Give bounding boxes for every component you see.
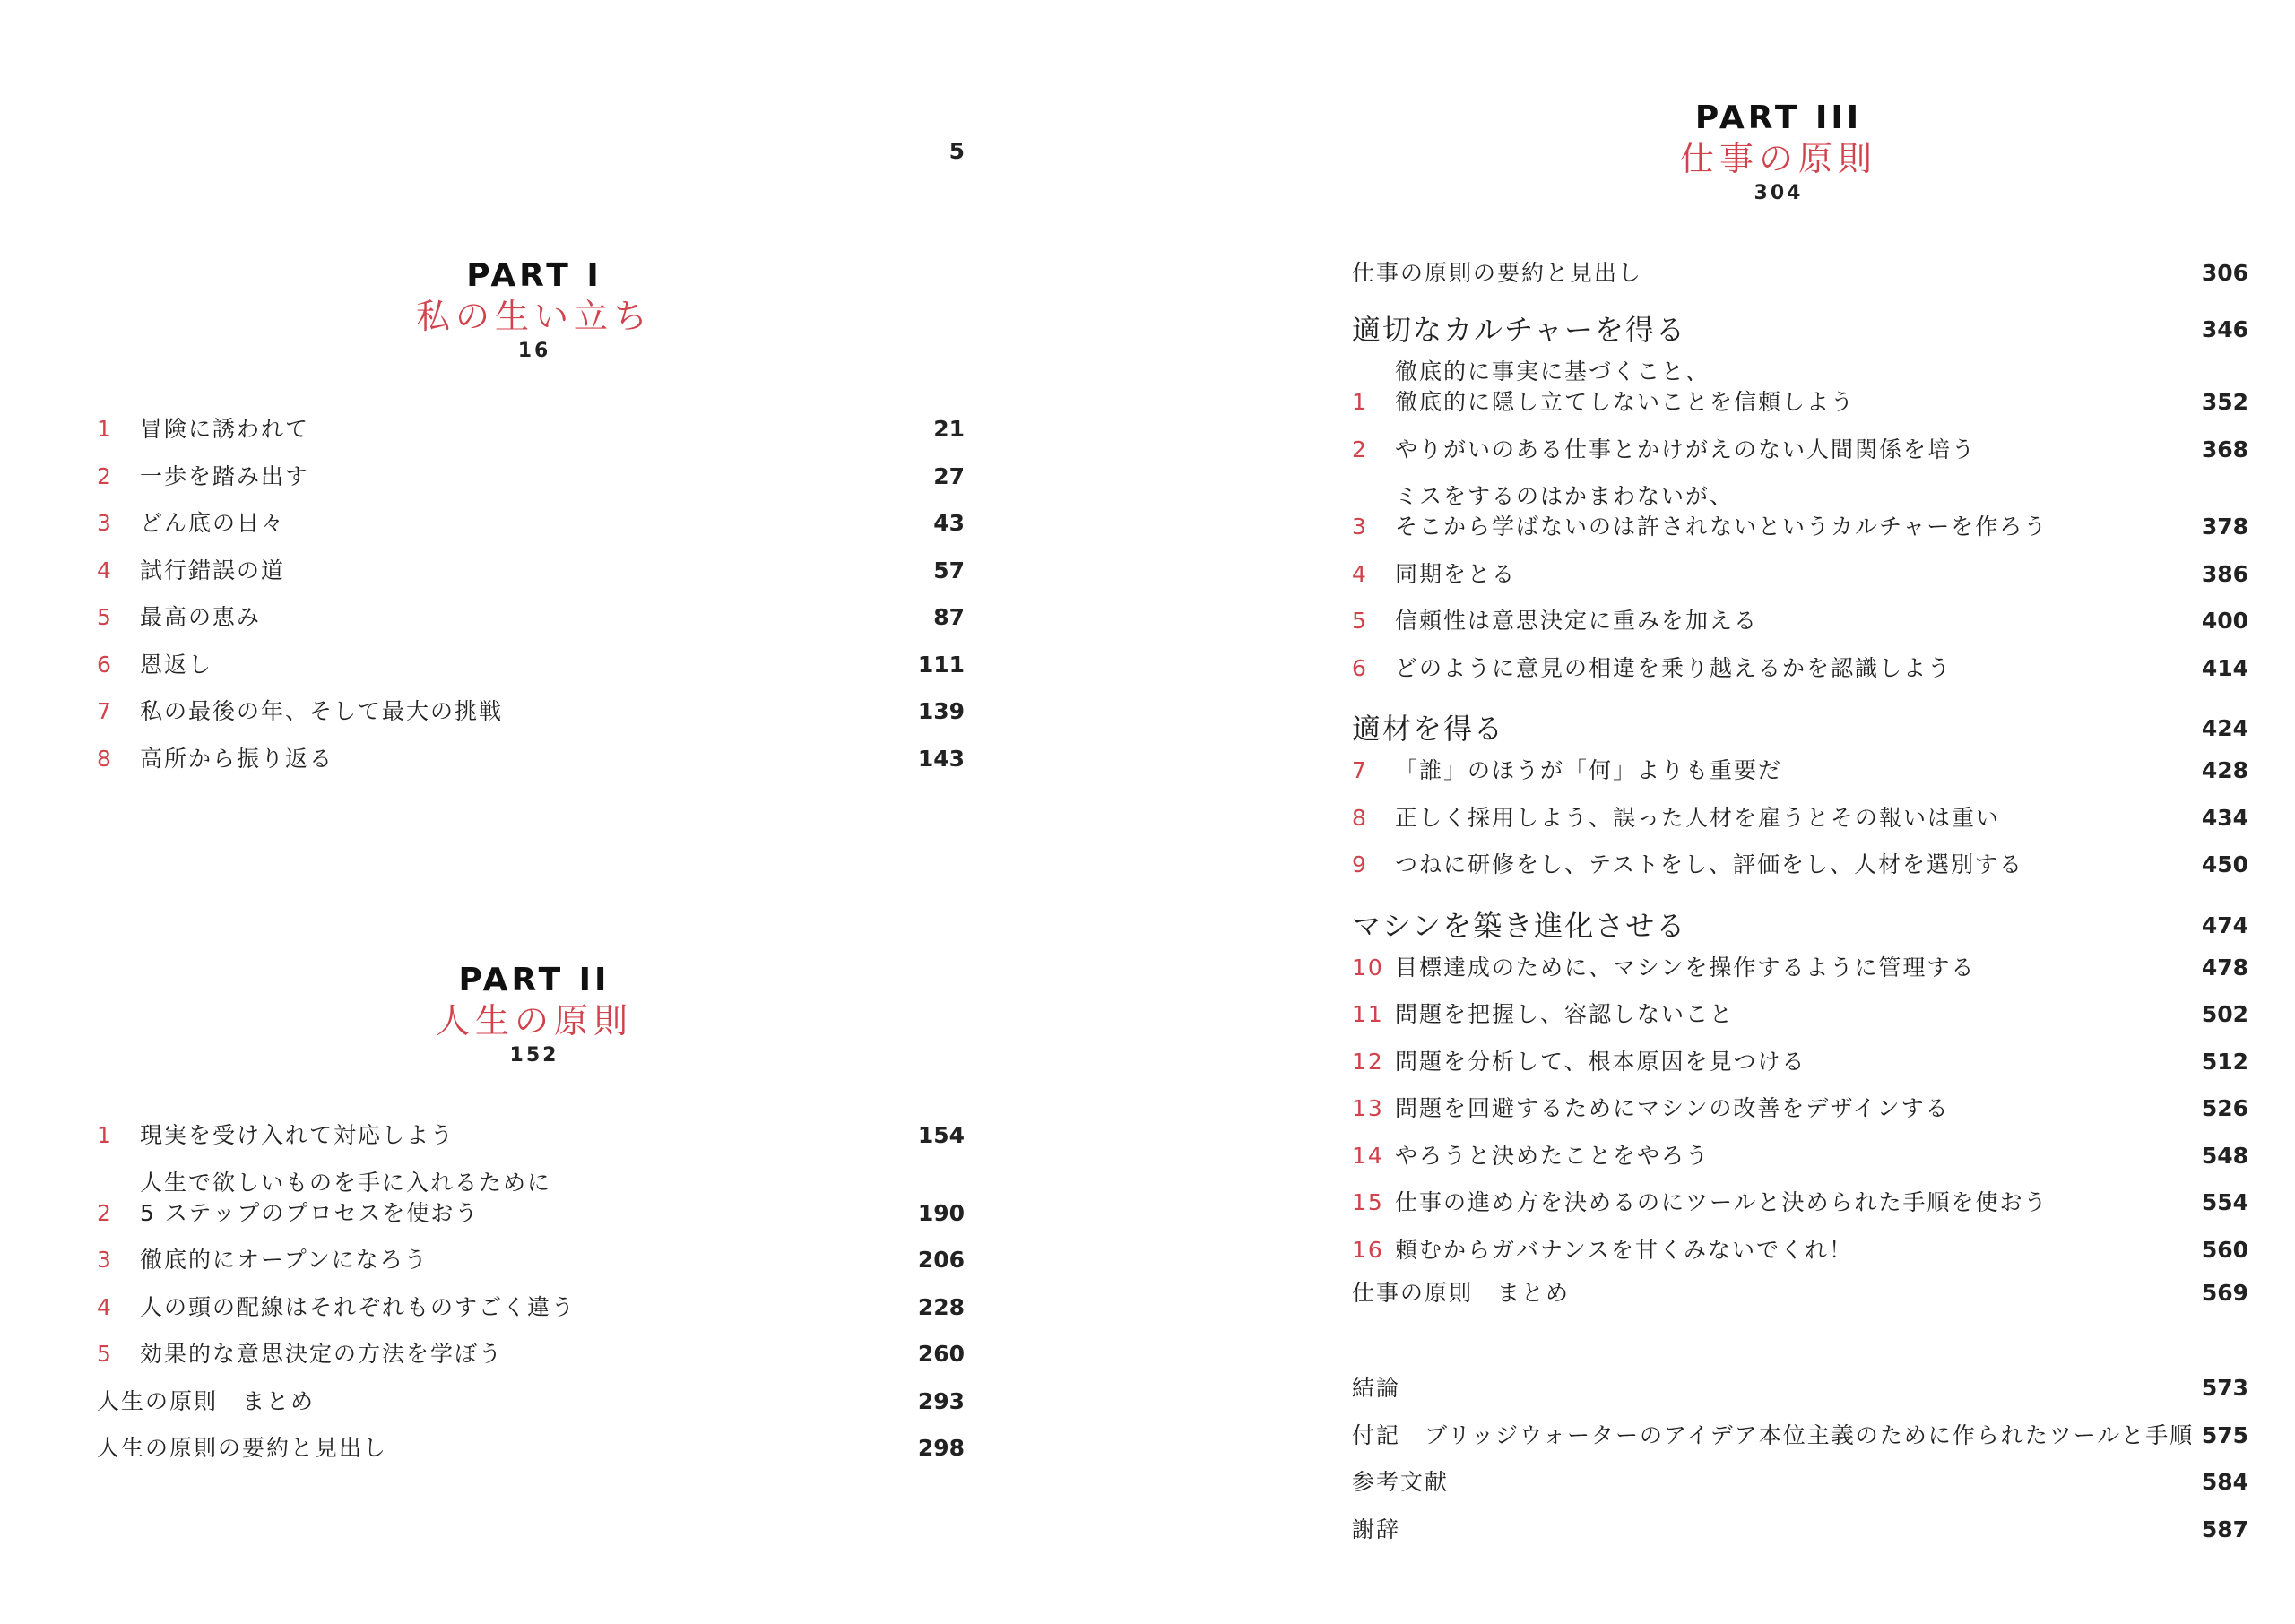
entry-title-line: 「誰」のほうが「何」よりも重要だ <box>1395 757 1783 783</box>
page-number: 434 <box>2201 804 2248 831</box>
entry-title-line: 徹底的に事実に基づくこと、 <box>1395 358 1710 384</box>
toc-chapter[interactable] <box>97 650 965 680</box>
page-number: 560 <box>2201 1236 2248 1263</box>
entry-title-line: マシンを築き進化させる <box>1352 908 1687 943</box>
entry-title <box>1352 1421 2195 1451</box>
entry-title-line: 最高の恵み <box>140 604 262 630</box>
entry-title <box>1352 1278 2195 1309</box>
chapter-number: 6 <box>1352 654 1368 681</box>
entry-title <box>1352 908 2195 944</box>
entry-title-line: どん底の日々 <box>140 510 286 536</box>
entry-title-line: 試行錯誤の道 <box>140 557 286 583</box>
page-number: 575 <box>2201 1421 2248 1448</box>
page-number: 478 <box>2201 954 2248 980</box>
part-heading[interactable] <box>1599 99 1958 208</box>
entry-title <box>1352 1467 2195 1498</box>
toc-back-matter[interactable] <box>1352 1373 2248 1404</box>
toc-chapter[interactable] <box>1352 1047 2248 1077</box>
chapter-number: 12 <box>1352 1048 1384 1075</box>
entry-title <box>97 1433 911 1464</box>
chapter-number: 15 <box>1352 1189 1384 1215</box>
toc-chapter[interactable] <box>1352 1093 2248 1124</box>
entry-title-line: 問題を把握し、容認しないこと <box>1395 1001 1735 1027</box>
page-number: 57 <box>933 557 965 583</box>
part-page-number: 304 <box>1754 182 1804 204</box>
toc-chapter[interactable] <box>1352 435 2248 465</box>
right-page <box>1148 0 2295 1624</box>
entry-title <box>1395 559 2195 590</box>
toc-chapter[interactable] <box>97 414 965 445</box>
entry-title <box>1352 711 2195 747</box>
entry-title <box>140 1339 911 1369</box>
toc-chapter[interactable] <box>1352 850 2248 880</box>
chapter-number: 2 <box>97 462 113 489</box>
chapter-number: 13 <box>1352 1095 1384 1121</box>
entry-title <box>140 556 911 586</box>
toc-wrap[interactable] <box>1352 1278 2248 1309</box>
entry-title <box>1395 999 2195 1030</box>
entry-title-line: 効果的な意思決定の方法を学ぼう <box>140 1341 504 1367</box>
entry-title-line: 付記 ブリッジウォーターのアイデア本位主義のために作られたツールと手順 <box>1352 1421 2195 1448</box>
entry-title <box>1352 1515 2195 1545</box>
chapter-number: 5 <box>1352 608 1368 634</box>
entry-title-line: 徹底的に隠し立てしないことを信頼しよう <box>1395 389 1856 415</box>
toc-back-matter[interactable] <box>1352 1421 2248 1451</box>
toc-chapter[interactable] <box>1352 756 2248 786</box>
toc-extra[interactable] <box>97 1433 965 1464</box>
toc-chapter[interactable] <box>1352 357 2248 418</box>
entry-title <box>1395 435 2195 465</box>
entry-title-line: 目標達成のために、マシンを操作するように管理する <box>1395 954 1976 980</box>
entry-title-line: 現実を受け入れて対応しよう <box>140 1122 455 1148</box>
chapter-number: 4 <box>97 1293 113 1320</box>
page-number: 378 <box>2201 514 2248 540</box>
toc-chapter[interactable] <box>1352 606 2248 636</box>
entry-title <box>140 508 911 539</box>
toc-chapter[interactable] <box>1352 653 2248 684</box>
entry-title-line: 人生で欲しいものを手に入れるために <box>140 1169 552 1196</box>
page-number: 5 <box>948 138 965 164</box>
toc-chapter[interactable] <box>97 1120 965 1151</box>
chapter-number: 5 <box>97 604 113 630</box>
chapter-number: 7 <box>1352 757 1368 783</box>
entry-title-line: 人生の原則 まとめ <box>97 1387 316 1414</box>
page-number: 368 <box>2201 436 2248 462</box>
entry-title-line: 仕事の原則の要約と見出し <box>1352 260 1643 286</box>
toc-summary[interactable] <box>1352 258 2248 289</box>
entry-title-line: 私の最後の年、そして最大の挑戦 <box>140 698 504 724</box>
chapter-number: 2 <box>97 1199 113 1226</box>
entry-title <box>140 414 911 445</box>
toc-chapter[interactable] <box>1352 559 2248 590</box>
entry-title <box>1395 953 2195 983</box>
entry-title-line: 適材を得る <box>1352 712 1505 746</box>
entry-title <box>1395 481 2195 542</box>
entry-title <box>140 1292 911 1323</box>
page-number: 87 <box>933 604 965 630</box>
part-label: PART I <box>466 257 602 294</box>
page-number: 43 <box>933 510 965 536</box>
entry-title-line: 問題を分析して、根本原因を見つける <box>1395 1048 1806 1075</box>
toc-back-matter[interactable] <box>1352 1467 2248 1498</box>
entry-title <box>1395 606 2195 636</box>
chapter-number: 11 <box>1352 1001 1384 1027</box>
chapter-number: 3 <box>97 1247 113 1273</box>
page-number: 428 <box>2201 757 2248 783</box>
entry-title <box>1395 1047 2195 1077</box>
chapter-number: 1 <box>97 416 113 442</box>
toc-chapter[interactable] <box>97 556 965 586</box>
entry-title-line: つねに研修をし、テストをし、評価をし、人材を選別する <box>1395 851 2024 877</box>
toc-section[interactable] <box>1352 711 2248 747</box>
toc-chapter[interactable] <box>97 696 965 727</box>
chapter-number: 4 <box>1352 560 1368 587</box>
toc-chapter[interactable] <box>97 744 965 774</box>
toc-chapter[interactable] <box>97 508 965 539</box>
entry-title-line: 5 ステップのプロセスを使おう <box>140 1199 480 1226</box>
entry-title-line: 高所から振り返る <box>140 745 334 772</box>
toc-chapter[interactable] <box>1352 1188 2248 1218</box>
page-number: 569 <box>2201 1280 2248 1306</box>
entry-title-line: 仕事の原則 まとめ <box>1352 1280 1571 1306</box>
entry-title <box>1352 312 2195 348</box>
page-number: 386 <box>2201 560 2248 587</box>
chapter-number: 7 <box>97 698 113 724</box>
page-number: 450 <box>2201 851 2248 877</box>
entry-title-line: 仕事の進め方を決めるのにツールと決められた手順を使おう <box>1395 1189 2048 1215</box>
toc-chapter[interactable] <box>97 1292 965 1323</box>
toc-section[interactable] <box>1352 312 2248 348</box>
page-number: 21 <box>933 416 965 442</box>
chapter-number: 14 <box>1352 1142 1384 1169</box>
entry-title-line: 一歩を踏み出す <box>140 462 310 489</box>
entry-title-line: 正しく採用しよう、誤った人材を雇うとその報いは重い <box>1395 804 2001 831</box>
entry-title-line: 結論 <box>1352 1375 1401 1401</box>
toc-chapter[interactable] <box>97 1339 965 1369</box>
page-number: 111 <box>917 651 965 678</box>
toc-extra[interactable] <box>97 1386 965 1417</box>
page-number: 346 <box>2201 316 2248 342</box>
part-page-number: 152 <box>509 1044 559 1067</box>
entry-title-line: 参考文献 <box>1352 1469 1450 1495</box>
part-heading[interactable] <box>355 256 714 366</box>
chapter-number: 16 <box>1352 1236 1384 1263</box>
entry-title <box>140 462 911 492</box>
entry-title-line: 同期をとる <box>1395 560 1517 587</box>
page-number: 298 <box>917 1435 965 1461</box>
page-number: 293 <box>917 1387 965 1414</box>
entry-title <box>97 1386 911 1417</box>
chapter-number: 2 <box>1352 436 1368 462</box>
part-title: 人生の原則 <box>435 1001 633 1041</box>
toc-chapter[interactable] <box>1352 1235 2248 1266</box>
page-number: 228 <box>917 1293 965 1320</box>
entry-title-line: 信頼性は意思決定に重みを加える <box>1395 608 1759 634</box>
chapter-number: 1 <box>1352 389 1368 415</box>
page-number: 414 <box>2201 654 2248 681</box>
entry-title-line: やりがいのある仕事とかけがえのない人間関係を培う <box>1395 436 1977 462</box>
entry-title-line: 頼むからガバナンスを甘くみないでくれ！ <box>1395 1236 1854 1263</box>
toc-chapter[interactable] <box>1352 1141 2248 1171</box>
entry-title <box>1395 1188 2195 1218</box>
part-title: 仕事の原則 <box>1679 139 1877 178</box>
page-number: 260 <box>917 1341 965 1367</box>
page-number: 512 <box>2201 1048 2248 1075</box>
part-label: PART III <box>1694 99 1863 136</box>
entry-title-line: 徹底的にオープンになろう <box>140 1247 429 1273</box>
toc-chapter[interactable] <box>1352 999 2248 1030</box>
toc-chapter[interactable] <box>97 1168 965 1229</box>
entry-title-line: 適切なカルチャーを得る <box>1352 313 1687 347</box>
page-number: 526 <box>2201 1095 2248 1121</box>
entry-title-line: 恩返し <box>140 651 213 678</box>
part-page-number: 16 <box>517 340 551 362</box>
page-number: 139 <box>917 698 965 724</box>
entry-title <box>140 1120 911 1151</box>
chapter-number: 6 <box>97 651 113 678</box>
page-number: 584 <box>2201 1469 2248 1495</box>
entry-title <box>1395 756 2195 786</box>
entry-title-line: やろうと決めたことをやろう <box>1395 1142 1710 1169</box>
chapter-number: 9 <box>1352 851 1368 877</box>
entry-title <box>1395 357 2195 418</box>
part-label: PART II <box>458 962 611 998</box>
toc-back-matter[interactable] <box>1352 1515 2248 1545</box>
toc-section[interactable] <box>1352 908 2248 944</box>
page-number: 554 <box>2201 1189 2248 1215</box>
page-number: 502 <box>2201 1001 2248 1027</box>
page-number: 143 <box>917 745 965 772</box>
page-number: 573 <box>2201 1375 2248 1401</box>
entry-title <box>140 744 911 774</box>
chapter-number: 1 <box>97 1122 113 1148</box>
entry-title-line: 謝辞 <box>1352 1516 1401 1542</box>
chapter-number: 8 <box>1352 804 1368 831</box>
page-number: 190 <box>917 1199 965 1226</box>
entry-title <box>1395 1141 2195 1171</box>
entry-title-line: 問題を回避するためにマシンの改善をデザインする <box>1395 1095 1950 1121</box>
page-number: 400 <box>2201 608 2248 634</box>
chapter-number: 4 <box>97 557 113 583</box>
entry-title-line: 人の頭の配線はそれぞれものすごく違う <box>140 1293 576 1320</box>
page-number: 27 <box>933 462 965 489</box>
part-title: 私の生い立ち <box>415 297 653 336</box>
entry-title <box>140 696 911 727</box>
entry-title <box>1395 653 2195 684</box>
entry-title-line: ミスをするのはかまわないが、 <box>1395 483 1735 509</box>
chapter-number: 3 <box>1352 514 1368 540</box>
toc-intro[interactable] <box>97 136 965 167</box>
chapter-number: 5 <box>97 1341 113 1367</box>
chapter-number: 8 <box>97 745 113 772</box>
entry-title-line: 冒険に誘われて <box>140 416 310 442</box>
entry-title <box>140 1168 911 1229</box>
page-number: 154 <box>917 1122 965 1148</box>
entry-title-line: どのように意見の相違を乗り越えるかを認識しよう <box>1395 654 1953 681</box>
toc-chapter[interactable] <box>1352 953 2248 983</box>
entry-title <box>140 650 911 680</box>
entry-title <box>1395 850 2195 880</box>
entry-title-line: 人生の原則の要約と見出し <box>97 1435 388 1461</box>
entry-title <box>1395 1235 2195 1266</box>
entry-title <box>140 1245 911 1275</box>
chapter-number: 3 <box>97 510 113 536</box>
page-number: 206 <box>917 1247 965 1273</box>
toc-chapter[interactable] <box>97 462 965 492</box>
entry-title <box>1395 1093 2195 1124</box>
entry-title <box>1352 1373 2195 1404</box>
page-number: 587 <box>2201 1516 2248 1542</box>
page-number: 424 <box>2201 715 2248 741</box>
toc-chapter[interactable] <box>97 602 965 633</box>
toc-chapter[interactable] <box>1352 481 2248 542</box>
page-number: 352 <box>2201 389 2248 415</box>
entry-title <box>1352 258 2195 289</box>
part-heading[interactable] <box>355 961 714 1070</box>
chapter-number: 10 <box>1352 954 1384 980</box>
page-number: 474 <box>2201 911 2248 938</box>
toc-chapter[interactable] <box>97 1245 965 1275</box>
page-number: 548 <box>2201 1142 2248 1169</box>
entry-title <box>1395 803 2195 834</box>
entry-title <box>140 602 911 633</box>
entry-title-line: そこから学ばないのは許されないというカルチャーを作ろう <box>1395 514 2048 540</box>
page-number: 306 <box>2201 260 2248 286</box>
toc-chapter[interactable] <box>1352 803 2248 834</box>
